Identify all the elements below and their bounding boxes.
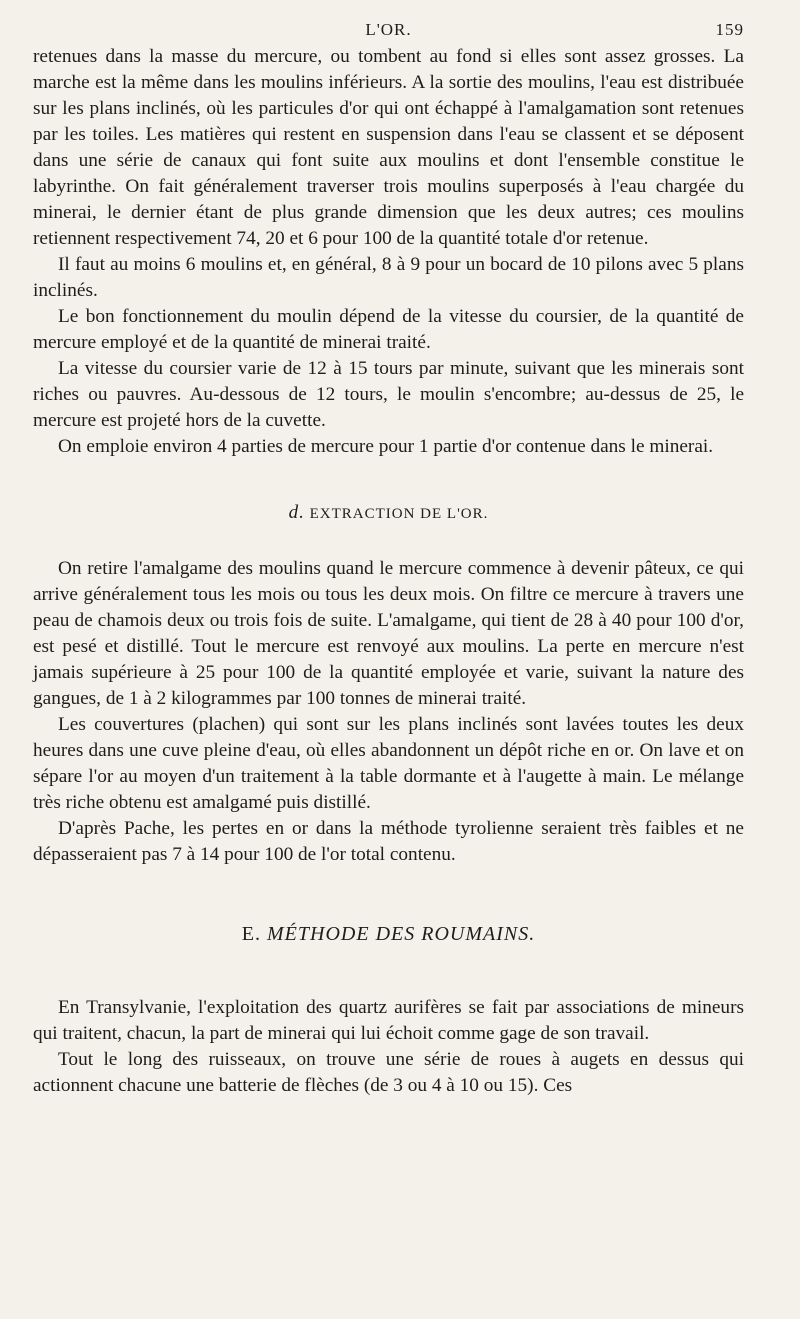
paragraph: Il faut au moins 6 moulins et, en général, 8 à 9 pour un bocard de 10 pilons avec 5 plans inclinés. bbox=[33, 254, 744, 301]
paragraph: Le bon fonctionnement du moulin dépend de la vitesse du coursier, de la quantité de mercure employé et de la quantité de minerai traité. bbox=[33, 306, 744, 353]
subsection-letter: d. bbox=[288, 502, 305, 523]
paragraph: La vitesse du coursier varie de 12 à 15 tours par minute, suivant que les minerais sont riches ou pauvres. Au-dessous de 12 tours, le moulin s'encombre; au-dessus de 25, le mercure est projeté hors de la cuvette. bbox=[33, 358, 744, 431]
section-letter: E. bbox=[241, 923, 262, 945]
section-title: MÉTHODE DES ROUMAINS. bbox=[267, 923, 536, 945]
subsection-heading bbox=[33, 502, 744, 524]
paragraph: On emploie environ 4 parties de mercure pour 1 partie d'or contenue dans le minerai. bbox=[58, 436, 714, 457]
subsection-title: EXTRACTION DE L'OR. bbox=[309, 506, 489, 522]
section-heading bbox=[33, 923, 744, 947]
paragraph: Les couvertures (plachen) qui sont sur les plans inclinés sont lavées toutes les deux heures dans une cuve pleine d'eau, où elles abandonnent un dépôt riche en or. On lave et on sépare l'or au moyen d'un traitement à la table dormante et à l'augette à main. Le mélange très riche obtenu est amalgamé puis distillé. bbox=[33, 714, 744, 813]
paragraph: On retire l'amalgame des moulins quand le mercure commence à devenir pâteux, ce qui arrive généralement tous les mois ou tous les deux mois. On filtre ce mercure à travers une peau de chamois deux ou trois fois de suite. L'amalgame, qui tient de 28 à 40 pour 100 d'or, est pesé et distillé. Tout le mercure est renvoyé aux moulins. La perte en mercure n'est jamais supérieure à 25 pour 100 de la quantité employée et varie, suivant la nature des gangues, de 1 à 2 kilogrammes par 100 tonnes de minerai traité. bbox=[33, 558, 744, 709]
paragraph: Tout le long des ruisseaux, on trouve une série de roues à augets en dessus qui actionnent chacune une batterie de flèches (de 3 ou 4 à 10 ou 15). Ces bbox=[33, 1049, 744, 1096]
page-number: 159 bbox=[715, 20, 744, 39]
paragraph: D'après Pache, les pertes en or dans la méthode tyrolienne seraient très faibles et ne dépasseraient pas 7 à 14 pour 100 de l'or total contenu. bbox=[33, 818, 744, 865]
paragraph: En Transylvanie, l'exploitation des quartz aurifères se fait par associations de mineurs qui traitent, chacun, la part de minerai qui lui échoit comme gage de son travail. bbox=[33, 997, 744, 1044]
body-text bbox=[33, 44, 744, 1099]
running-title: L'OR. bbox=[365, 20, 412, 39]
paragraph: retenues dans la masse du mercure, ou tombent au fond si elles sont assez grosses. La marche est la même dans les moulins inférieurs. A la sortie des moulins, l'eau est distribuée sur les plans inclinés, où les particules d'or qui ont échappé à l'amalgamation sont retenues par les toiles. Les matières qui restent en suspension dans l'eau se classent et se déposent dans une série de canaux qui font suite aux moulins et dont l'ensemble constitue le labyrinthe. On fait généralement traverser trois moulins superposés à l'eau chargée du minerai, le dernier étant de plus grande dimension que les deux autres; ces moulins retiennent respectivement 74, 20 et 6 pour 100 de la quantité totale d'or retenue. bbox=[33, 46, 744, 249]
running-header bbox=[33, 18, 744, 44]
